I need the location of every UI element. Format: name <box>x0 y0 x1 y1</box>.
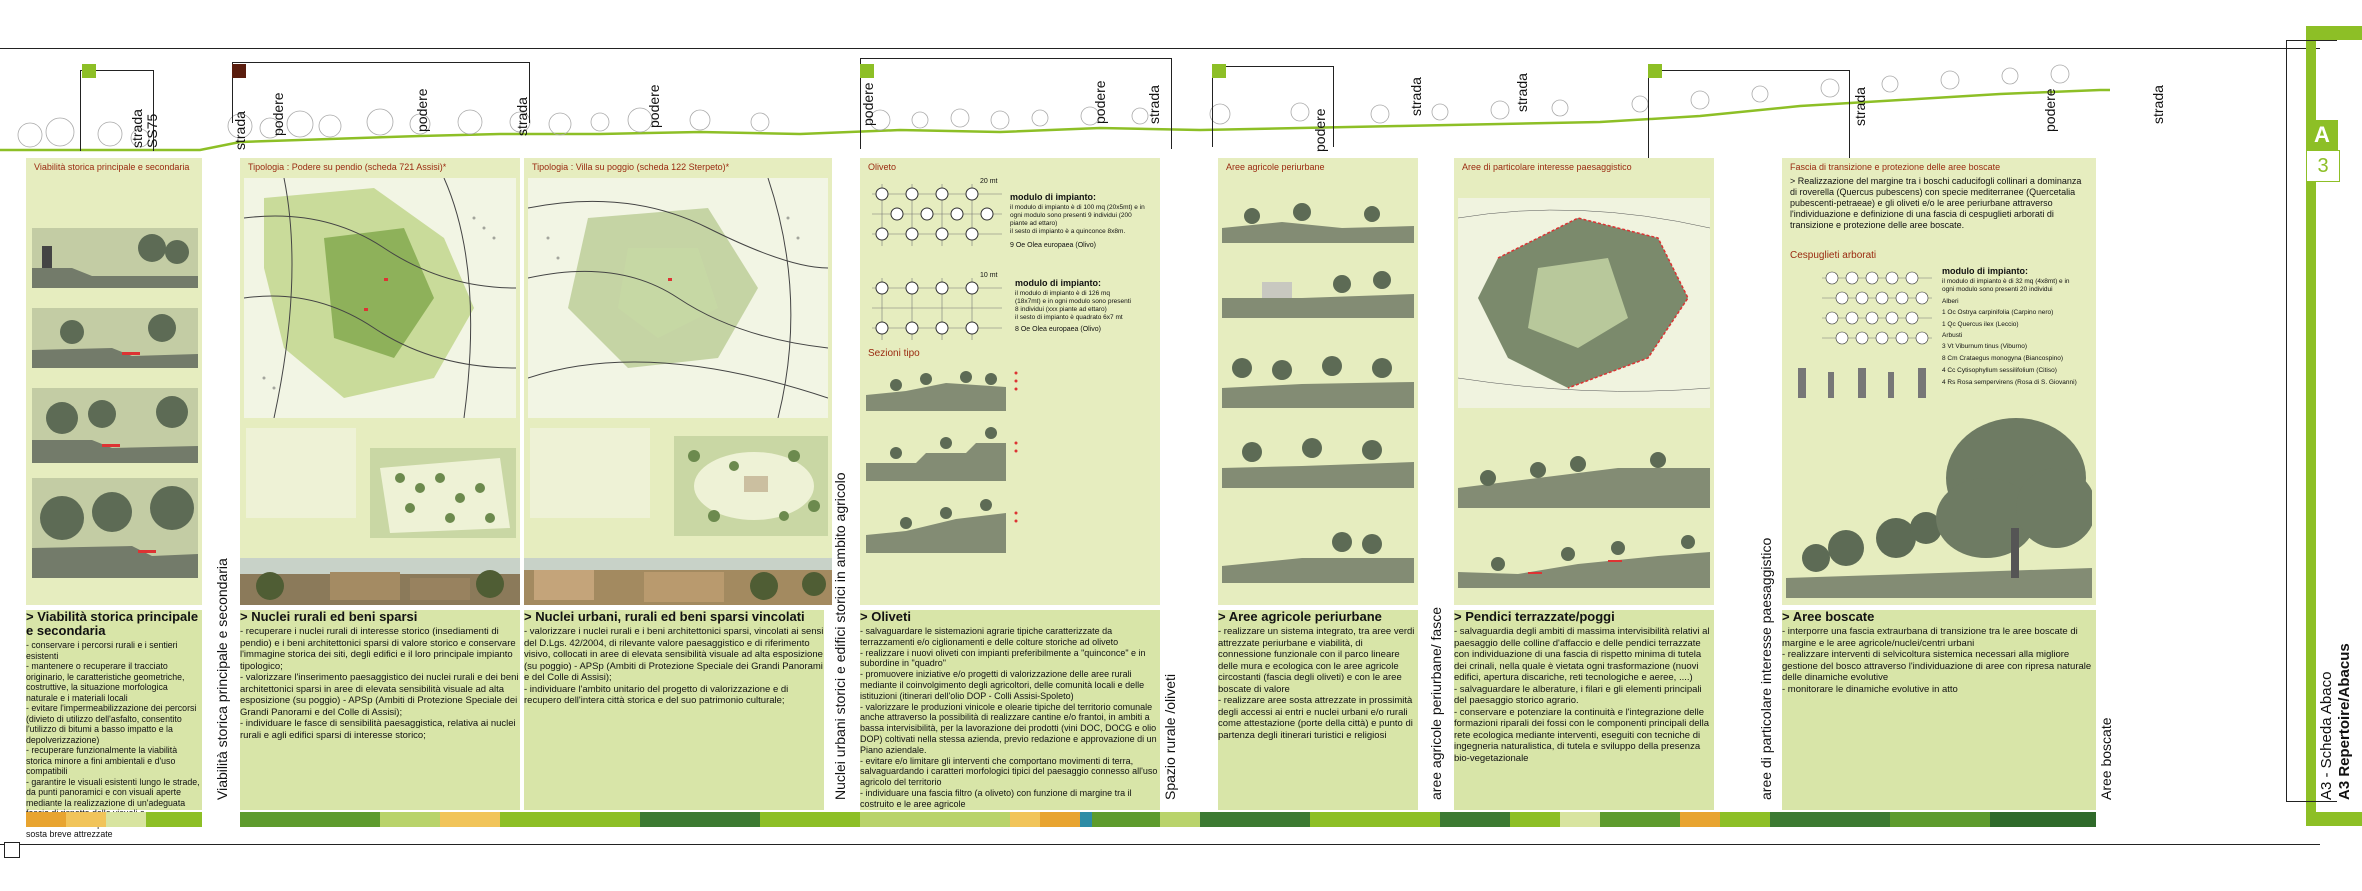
text-block-body: - realizzare un sistema integrato, tra aree verdi attrezzate periurbane e viabilità, di connessione funzionale con il parco lineare delle mura e ecologica con le aree agricole circostanti (fascia degli oliveti) e con le aree boscate di valore - realizzare aree sosta attrezzate in prossimità degli accessi ai entri e nuclei urbani e/o rurali come attestazione (porte della città) e punto di partenza degli itinerari turistici e religiosi <box>1218 626 1415 741</box>
text-block-body: - interporre una fascia extraurbana di transizione tra le aree boscate di margine e le aree agricole/nuclei/centri urbani - realizzare interventi di selvicoltura sistemica necessari alla migliore gestione del bosco attraverso l'individuazione di aree con ripresa naturale delle dinamiche evolutive - monitorare le dinamiche evolutive in atto <box>1782 626 2092 695</box>
vertical-label-periurbane: aree agricole periurbane/ fasce <box>1428 606 1444 800</box>
text-block-heading: > Nuclei rurali ed beni sparsi <box>240 609 418 624</box>
marker-red-1 <box>232 64 246 78</box>
boscate-species-1: 1 Oc Ostrya carpinifolia (Carpino nero) <box>1942 309 2054 316</box>
color-bar-segment <box>1160 812 1200 827</box>
color-bar-segment <box>1092 812 1160 827</box>
color-bar-segment <box>1510 812 1560 827</box>
color-bar-segment <box>380 812 440 827</box>
oliveto-modulo-1-title: modulo di impianto: <box>1010 192 1096 202</box>
text-block-nuclei-rurali <box>240 610 520 810</box>
text-block-heading: > Pendici terrazzate/poggi <box>1454 609 1615 624</box>
color-bar-segment <box>1770 812 1890 827</box>
boscate-alberi-label: Alberi <box>1942 298 1959 305</box>
color-bar-segment <box>1720 812 1770 827</box>
boscate-trees <box>1786 408 2092 598</box>
boscate-modulo-title: modulo di impianto: <box>1942 266 2028 276</box>
oliveto-legend-1: 9 Oe Olea europaea (Olivo) <box>1010 242 1096 249</box>
side-tab-repertoire: A3 Repertoire/Abacus <box>2336 643 2353 800</box>
corner-box <box>4 842 20 858</box>
color-bar-segment <box>500 812 640 827</box>
text-block-body: - recuperare i nuclei rurali di interesse storico (insediamenti di pendio) e i beni architettonici sparsi di valore storico e conservare l'immagine storica dei siti, degli edifici e il loro principale impianto tipologico; - valorizzare l'inserimento paesaggistico dei nuclei rurali e dei beni architettonici sparsi in aree di elevata sensibilità visuale ad alta esposizione (su poggio) - APSp (Ambiti di Protezione Speciale dei Grandi Panorami e del Colle di Assisi); - individuare le fasce di sensibilità paesaggistica, relativa ai nuclei rurali e agli edifici sparsi di interesse storico; <box>240 626 519 741</box>
boscate-modulo-text: il modulo di impianto è di 32 mq (4x8mt) e in ogni modulo sono presenti 20 individui <box>1942 278 2070 293</box>
color-bar-segment <box>1600 812 1680 827</box>
villa-map <box>528 178 828 418</box>
label-strada-ss75: strada SS75 <box>129 109 160 148</box>
text-block-heading: > Aree boscate <box>1782 609 1875 624</box>
boscate-intro: > Realizzazione del margine tra i boschi caducifogli collinari a dominanza di roverella (Quercus pubescens) con specie mediterranee (Quercetalia pubescenti-petraeae) e gli oliveti e/o le aree periurbane attraverso l'individuazione e definizione di una fascia di cespuglieti arborati di transizione e protezione delle aree boscate. <box>1790 176 2082 230</box>
text-block-body: - conservare i percorsi rurali e i sentieri esistenti - mantenere o recuperare il tracciato originario, le caratteristiche geometriche, costruttive, la situazione morfologica naturale e i materiali locali - evitare l'impermeabilizzazione dei percorsi (divieto di utilizzo dell'asfalto, consentito l'utilizzo di bitumi a basso impatto e la depolverizzazione) - recuperare funzionalmente la viabilità storica minore a fini ambientali e d'uso compatibili - garantire le visuali esistenti lungo le strade, da punti panoramici e con visuali aperte mediante la realizzazione di un'adeguata sosta breve attrezzate <box>26 640 200 839</box>
oliveto-modulo-2-text: il modulo di impianto è di 126 mq (18x7mt) e in ogni modulo sono presenti 8 individui (xxx piante ad ettaro) il sesto di impianto è quadrato 6x7 mt <box>1015 290 1131 321</box>
paesaggistico-map <box>1458 198 1710 408</box>
periurbane-sections <box>1222 198 1414 598</box>
panel-interesse-paesaggistico <box>1454 158 1714 605</box>
text-block-heading: > Oliveti <box>860 609 911 624</box>
text-block-periurbane <box>1218 610 1418 810</box>
label-strada-7: strada <box>2150 85 2166 124</box>
color-bar-segment <box>66 812 106 827</box>
boscate-section-small <box>1788 358 1938 408</box>
color-bar-segment <box>860 812 1010 827</box>
text-block-heading: > Aree agricole periurbane <box>1218 609 1382 624</box>
side-tab-bar-bottom <box>2306 812 2362 826</box>
label-podere-3: podere <box>646 84 662 128</box>
color-bar-segment <box>440 812 500 827</box>
text-block-body: - salvaguardia degli ambiti di massima intervisibilità relativi al paesaggio delle colline d'affaccio e delle pendici terrazzate con individuazione di una fascia di rispetto minima di tutela dei crinali, nella quale è vietata ogni trasformazione (nuovi edifici, apertura discariche, reti tecnologiche e aeree, ....) - salvaguardare le alberature, i filari e gli elementi principali del paesaggio storico agrario. - conservare e potenziare la continuità e l'integrazione delle formazioni riparali dei fossi con le componenti principali della rete ecologica mediante interventi, eseguiti con tecniche di ingegneria naturalistica, di tutela e sviluppo della presenza bio-vegetazionale <box>1454 626 1710 764</box>
boscate-species-2: 1 Qc Quercus ilex (Leccio) <box>1942 321 2019 328</box>
color-bar-segment <box>1310 812 1440 827</box>
oliveto-legend-2: 8 Oe Olea europaea (Olivo) <box>1015 326 1101 333</box>
vertical-label-paesaggistico: aree di particolare interesse paesaggistico <box>1758 537 1774 800</box>
boscate-arbusti-label: Arbusti <box>1942 332 1963 339</box>
podere-photo <box>240 558 520 605</box>
color-bar-segment <box>1990 812 2096 827</box>
color-bar-segment <box>1890 812 1990 827</box>
bottom-border-line <box>0 844 2320 845</box>
paesaggistico-sections <box>1458 448 1710 598</box>
boscate-cesp-title: Cespuglieti arborati <box>1790 250 1877 261</box>
marker-green-1 <box>82 64 96 78</box>
panel-title: Aree agricole periurbane <box>1226 162 1325 172</box>
panel-title: Tipologia : Podere su pendio (scheda 721 Assisi)* <box>248 162 447 172</box>
color-bar-segment <box>240 812 380 827</box>
side-tab-number: 3 <box>2306 150 2340 182</box>
color-bar-segment <box>26 812 66 827</box>
boscate-species-3: 3 Vt Viburnum tinus (Viburno) <box>1942 343 2028 350</box>
oliveto-modulo-2-title: modulo di impianto: <box>1015 278 1101 288</box>
label-strada-5: strada <box>1514 73 1530 112</box>
panel-title: Fascia di transizione e protezione delle aree boscate <box>1790 162 2001 172</box>
text-block-nuclei-urbani <box>524 610 824 810</box>
boscate-species-6: 4 Rs Rosa sempervirens (Rosa di S. Giovanni) <box>1942 379 2077 386</box>
color-bar-segment <box>1680 812 1720 827</box>
panel-title: Viabilità storica principale e secondaria <box>34 162 190 172</box>
text-block-boscate <box>1782 610 2096 810</box>
vertical-label-nuclei: Nuclei urbani storici e edifici storici in ambito agricolo <box>832 472 848 800</box>
podere-aerial <box>370 448 516 538</box>
label-strada-6: strada <box>1852 87 1868 126</box>
paesaggistico-legend <box>1460 416 1710 446</box>
marker-green-2 <box>860 64 874 78</box>
panel-podere-pendio <box>240 158 520 605</box>
panel-aree-periurbane <box>1218 158 1418 605</box>
podere-legend <box>246 428 356 518</box>
panel-villa-poggio <box>524 158 832 605</box>
oliveto-sections <box>866 363 1156 603</box>
label-podere-5: podere <box>1092 80 1108 124</box>
label-podere-4: podere <box>860 82 876 126</box>
label-podere-2: podere <box>414 88 430 132</box>
text-block-oliveti <box>860 610 1160 810</box>
profile-box-3 <box>860 58 1172 149</box>
boscate-species-5: 4 Cc Cytisophyllum sessilifolium (Citiso) <box>1942 367 2057 374</box>
villa-legend <box>530 428 650 518</box>
text-block-body: - salvaguardare le sistemazioni agrarie tipiche caratterizzate da terrazzamenti e/o ciglionamenti e delle colture storiche ad oliveto - realizzare i nuovi oliveti con impianti preferibilmente a "quinconce" e in subordine in "quadro" - promuovere iniziative e/o progetti di valorizzazione delle aree rurali mediante il coinvolgimento degli agricoltori, delle comunità locali e delle istituzioni (itinerari dell'olio DOP - Colli Assisi-Spoleto) - valorizzare le produzioni vinicole e olearie tipiche del territorio comunale anche attraverso la possibilità di realizzare cantine e/o frantoi, in ambiti a bassa intervisibilità, per la lavorazione dei prodotti (vini DOC, DOCG e olio DOP) coltivati nella stessa azienda, previo redazione e approvazione di un Piano aziendale. - evitare e/o limitare gli interventi che comportano movimenti di terra, salvaguardando i caratteri morfologici tipici del paesaggio connesso all'uso agricolo del territorio - individuare una fascia filtro (a oliveto) con funzione di margine tra il costruito e le aree agricole <box>860 626 1158 809</box>
podere-map <box>244 178 516 418</box>
panel-aree-boscate <box>1782 158 2096 605</box>
oliveto-modulo-1-text: il modulo di impianto è di 100 mq (20x5mt) e in ogni modulo sono presenti 9 individui (200 piante ad ettaro) il sesto di impianto è a quinconce 8x8m. <box>1010 204 1145 235</box>
text-block-body: - valorizzare i nuclei rurali e i beni architettonici sparsi, vincolati ai sensi del D.Lgs. 42/2004, di rilevante valore paesaggistico e di riferimento visivo, collocati in aree di elevata sensibilità visuale ad alta esposizione (su poggio) - APSp (Ambiti di Protezione Speciale dei Grandi Panorami e del Colle di Assisi); - individuare l'ambito unitario del progetto di valorizzazione e di recupero dell'intera città storica e del suo patrimonio culturale; <box>524 626 824 706</box>
oliveto-sezioni-title: Sezioni tipo <box>868 348 920 359</box>
color-bar-segment <box>1560 812 1600 827</box>
color-bar-segment <box>106 812 146 827</box>
side-tab-scheda: A3 - Scheda Abaco <box>2318 671 2335 800</box>
text-block-viabilita <box>26 609 202 839</box>
villa-aerial <box>674 436 828 536</box>
oliveto-scale-2: 10 mt <box>980 272 998 279</box>
marker-green-4 <box>1648 64 1662 78</box>
panel-viabilita <box>26 158 202 605</box>
panel-title: Tipologia : Villa su poggio (scheda 122 Sterpeto)* <box>532 162 730 172</box>
text-block-heading: > Nuclei urbani, rurali ed beni sparsi vincolati <box>524 609 805 624</box>
panel-title: Oliveto <box>868 162 897 172</box>
text-block-pendici <box>1454 610 1714 810</box>
oliveto-grid-quinconce <box>872 184 1002 246</box>
color-bar-segment <box>1200 812 1310 827</box>
side-tab-letter: A <box>2306 120 2338 150</box>
marker-green-3 <box>1212 64 1226 78</box>
boscate-grid <box>1822 268 1932 358</box>
label-strada-3: strada <box>1146 85 1162 124</box>
label-podere-7: podere <box>2042 88 2058 132</box>
label-strada-1: strada <box>232 111 248 150</box>
panel-oliveto <box>860 158 1160 605</box>
label-podere-1: podere <box>270 92 286 136</box>
viabilita-sections <box>32 228 198 588</box>
text-block-heading: > Viabilità storica principale e secondaria <box>26 609 199 638</box>
profile-box-5 <box>1648 70 1850 161</box>
label-strada-4: strada <box>1408 77 1424 116</box>
label-podere-6: podere <box>1312 108 1328 152</box>
boscate-species-4: 8 Cm Crataegus monogyna (Biancospino) <box>1942 355 2064 362</box>
top-border-line <box>0 48 2320 49</box>
vertical-label-boscate: Aree boscate <box>2098 717 2114 800</box>
color-bar-segment <box>760 812 860 827</box>
oliveto-scale-1: 20 mt <box>980 178 998 185</box>
color-bar-segment <box>1040 812 1080 827</box>
panel-title: Aree di particolare interesse paesaggistico <box>1462 162 1632 172</box>
color-bar-segment <box>1080 812 1092 827</box>
color-bar-segment <box>1010 812 1040 827</box>
color-bar-segment <box>146 812 202 827</box>
color-bar-segment <box>640 812 760 827</box>
villa-photo <box>524 558 832 605</box>
color-bar-segment <box>1440 812 1510 827</box>
oliveto-grid-quadrato <box>872 278 1002 340</box>
vertical-label-viabilita: Viabilità storica principale e secondaria <box>214 558 230 800</box>
vertical-label-oliveti: Spazio rurale /oliveti <box>1162 673 1178 800</box>
label-strada-2: strada <box>514 97 530 136</box>
